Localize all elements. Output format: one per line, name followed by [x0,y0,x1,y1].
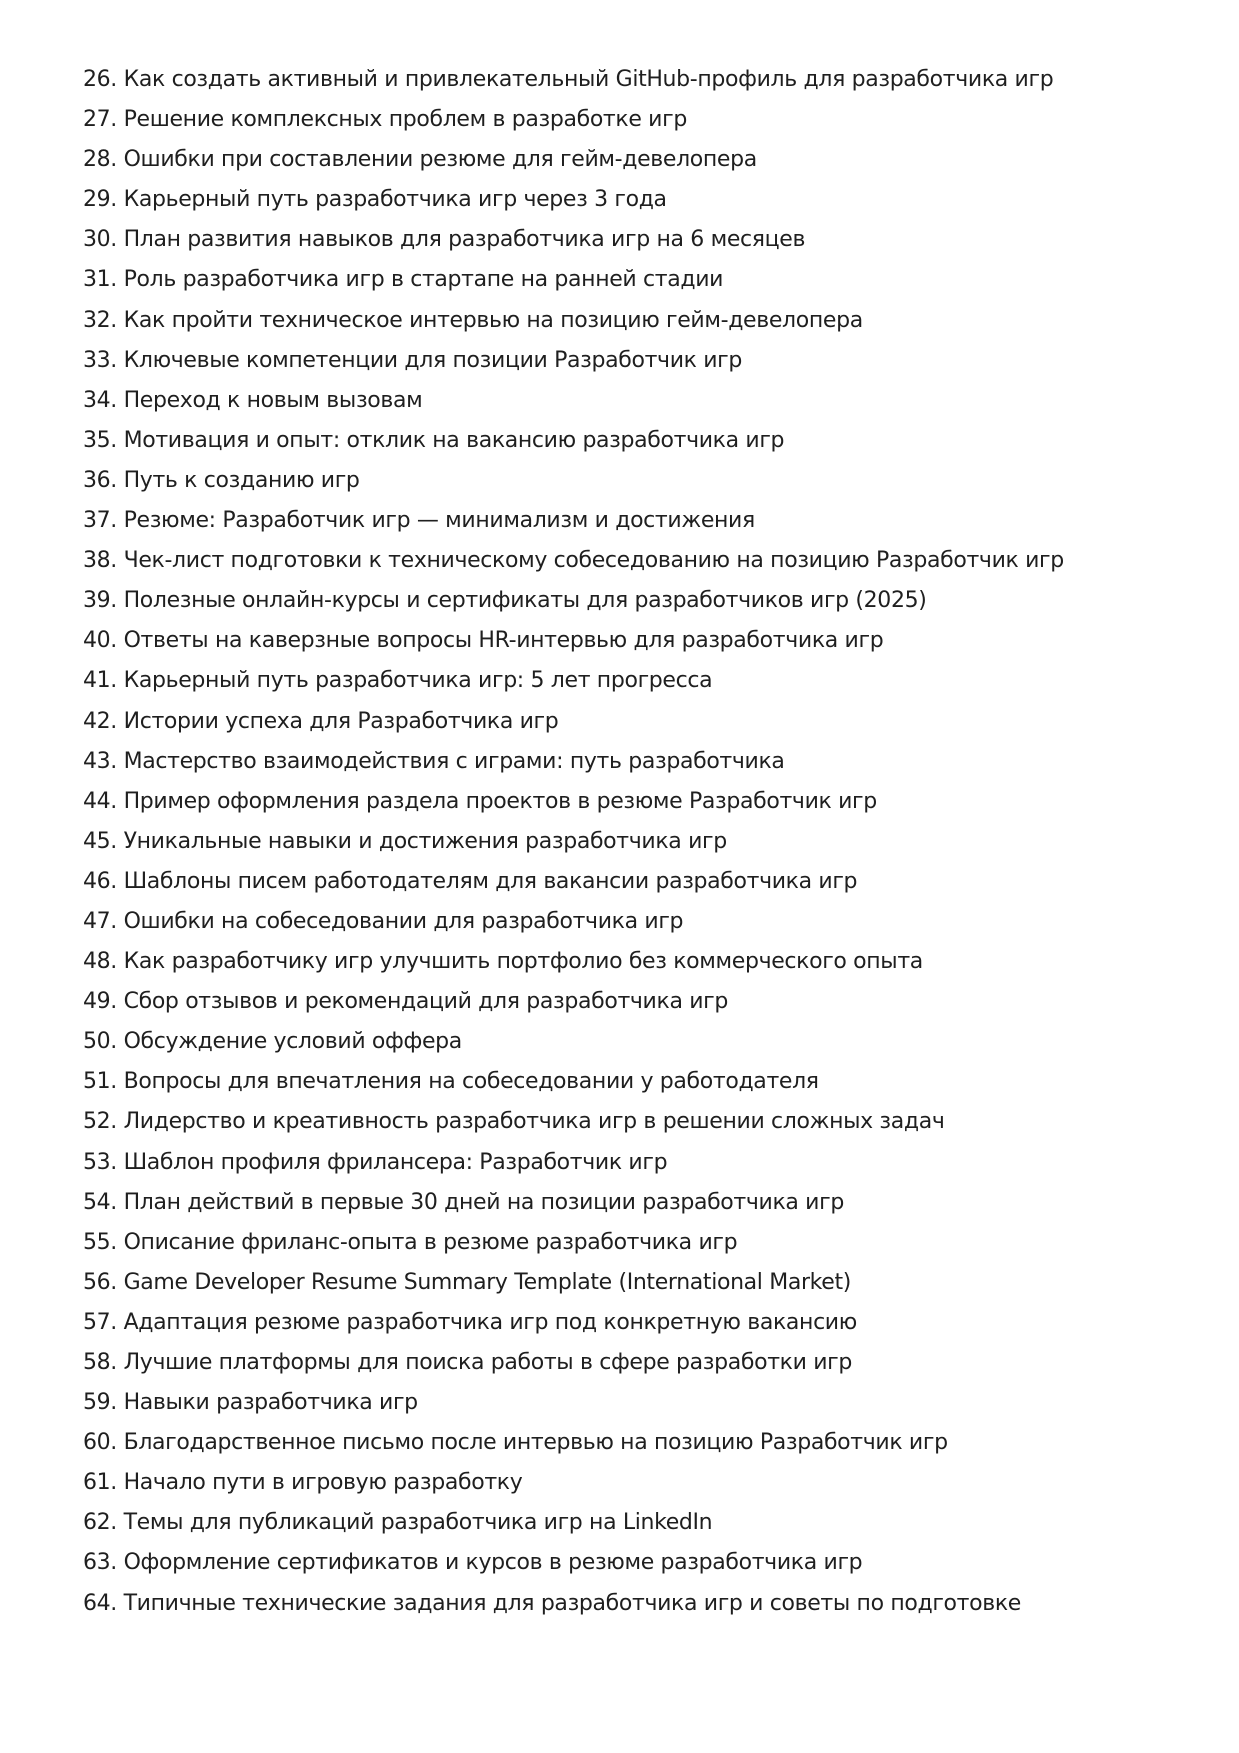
list-item [83,742,1203,782]
list-item-number: 41. [83,668,117,694]
list-item-number: 46. [83,868,117,894]
list-item-text: Лучшие платформы для поиска работы в сфере разработки игр [123,1350,852,1375]
list-item [83,100,1203,140]
list-item [83,902,1203,942]
list-item-number: 50. [83,1029,117,1055]
list-item [83,581,1203,621]
list-item-number: 33. [83,347,117,373]
list-item-text: Мотивация и опыт: отклик на вакансию разработчика игр [123,427,785,453]
list-item-text: План развития навыков для разработчика игр на 6 месяцев [123,227,806,253]
list-item-text: Обсуждение условий оффера [123,1029,462,1055]
list-item-text: Оформление сертификатов и курсов в резюме разработчика игр [123,1550,863,1576]
list-item [83,501,1203,541]
list-item [83,1102,1203,1142]
list-item [83,260,1203,300]
list-item-number: 29. [83,187,117,213]
list-item-text: Шаблоны писем работодателям для вакансии разработчика игр [123,868,858,894]
list-item [83,60,1203,100]
list-item-text: План действий в первые 30 дней на позиции разработчика игр [123,1189,844,1215]
list-item [83,1463,1203,1503]
list-item-text: Переход к новым вызовам [123,387,423,413]
list-item-text: Навыки разработчика игр [123,1390,418,1416]
list-item-text: Описание фриланс-опыта в резюме разработчика игр [123,1229,738,1255]
list-item [83,381,1203,421]
list-item [83,1383,1203,1423]
list-item-text: Game Developer Resume Summary Template (International Market) [123,1269,851,1295]
list-item [83,1543,1203,1583]
list-item-number: 47. [83,908,117,934]
list-item [83,862,1203,902]
list-item-number: 26. [83,67,117,92]
list-item [83,1263,1203,1303]
list-item-number: 38. [83,548,117,574]
list-item [83,702,1203,742]
list-item-number: 56. [83,1269,117,1295]
list-item [83,1423,1203,1463]
list-item-number: 48. [83,949,117,975]
list-item-number: 61. [83,1470,117,1496]
list-item-text: Как создать активный и привлекательный GitHub-профиль для разработчика игр [123,67,1054,92]
list-item-number: 53. [83,1149,117,1175]
list-item-text: Ошибки при составлении резюме для гейм-девелопера [123,147,757,173]
list-item [83,1503,1203,1543]
list-item-text: Резюме: Разработчик игр — минимализм и достижения [123,508,755,534]
list-item-number: 43. [83,748,117,774]
list-item [83,822,1203,862]
list-item [83,421,1203,461]
list-item-text: Ответы на каверзные вопросы HR-интервью для разработчика игр [123,628,884,654]
list-item-text: Роль разработчика игр в стартапе на ранней стадии [123,267,724,293]
list-item-text: Шаблон профиля фрилансера: Разработчик игр [123,1149,668,1175]
list-item-number: 54. [83,1189,117,1215]
list-item-text: Ключевые компетенции для позиции Разработчик игр [123,347,742,373]
list-item [83,461,1203,501]
list-item-number: 51. [83,1069,117,1095]
list-item-text: Вопросы для впечатления на собеседовании у работодателя [123,1069,819,1095]
list-item-text: Истории успеха для Разработчика игр [123,708,559,734]
list-item-text: Карьерный путь разработчика игр через 3 года [123,187,667,213]
list-item-number: 63. [83,1550,117,1576]
list-item [83,1343,1203,1383]
list-item-number: 30. [83,227,117,253]
list-item-number: 59. [83,1390,117,1416]
list-item-text: Благодарственное письмо после интервью на позицию Разработчик игр [123,1430,948,1456]
list-item [83,942,1203,982]
list-item-text: Мастерство взаимодействия с играми: путь разработчика [123,748,785,774]
list-item-text: Пример оформления раздела проектов в резюме Разработчик игр [123,788,877,814]
list-item-text: Темы для публикаций разработчика игр на LinkedIn [123,1510,713,1536]
list-item [83,1584,1203,1624]
list-item [83,1022,1203,1062]
list-item-number: 40. [83,628,117,654]
list-item-text: Уникальные навыки и достижения разработчика игр [123,828,727,854]
list-item-number: 57. [83,1309,117,1335]
list-item-number: 64. [83,1590,117,1616]
list-item-text: Карьерный путь разработчика игр: 5 лет прогресса [123,668,713,694]
list-item-number: 32. [83,307,117,333]
list-item-number: 34. [83,387,117,413]
list-item-number: 55. [83,1229,117,1255]
list-item-number: 35. [83,427,117,453]
list-item-text: Как разработчику игр улучшить портфолио без коммерческого опыта [123,949,923,975]
list-item [83,1062,1203,1102]
list-item-number: 39. [83,588,117,614]
list-item-number: 36. [83,467,117,493]
list-item-text: Чек-лист подготовки к техническому собеседованию на позицию Разработчик игр [123,548,1064,574]
list-item-text: Лидерство и креативность разработчика игр в решении сложных задач [123,1109,945,1135]
list-item-text: Как пройти техническое интервью на позицию гейм-девелопера [123,307,863,333]
list-item [83,1223,1203,1263]
list-item [83,220,1203,260]
list-item-text: Типичные технические задания для разработчика игр и советы по подготовке [123,1590,1021,1616]
list-item [83,621,1203,661]
list-item-number: 52. [83,1109,117,1135]
list-item-number: 44. [83,788,117,814]
list-item [83,341,1203,381]
list-item [83,782,1203,822]
list-item [83,541,1203,581]
list-item-text: Решение комплексных проблем в разработке игр [123,107,687,133]
list-item-number: 62. [83,1510,117,1536]
list-item-number: 45. [83,828,117,854]
list-item-number: 49. [83,989,117,1015]
list-item-number: 42. [83,708,117,734]
list-item-number: 60. [83,1430,117,1456]
list-item-number: 31. [83,267,117,293]
list-item [83,1183,1203,1223]
list-item-text: Адаптация резюме разработчика игр под конкретную вакансию [123,1309,857,1335]
list-item [83,140,1203,180]
toc-list [83,60,1203,1624]
list-item [83,180,1203,220]
list-item-text: Полезные онлайн-курсы и сертификаты для разработчиков игр (2025) [123,588,927,614]
list-item-text: Путь к созданию игр [123,467,360,493]
list-item-text: Ошибки на собеседовании для разработчика игр [123,908,684,934]
list-item-text: Сбор отзывов и рекомендаций для разработчика игр [123,989,728,1015]
list-item-text: Начало пути в игровую разработку [123,1470,523,1496]
list-item-number: 37. [83,508,117,534]
list-item [83,1143,1203,1183]
list-item [83,1303,1203,1343]
list-item [83,661,1203,701]
list-item-number: 28. [83,147,117,173]
list-item [83,301,1203,341]
list-item-number: 58. [83,1350,117,1375]
list-item-number: 27. [83,107,117,133]
list-item [83,982,1203,1022]
